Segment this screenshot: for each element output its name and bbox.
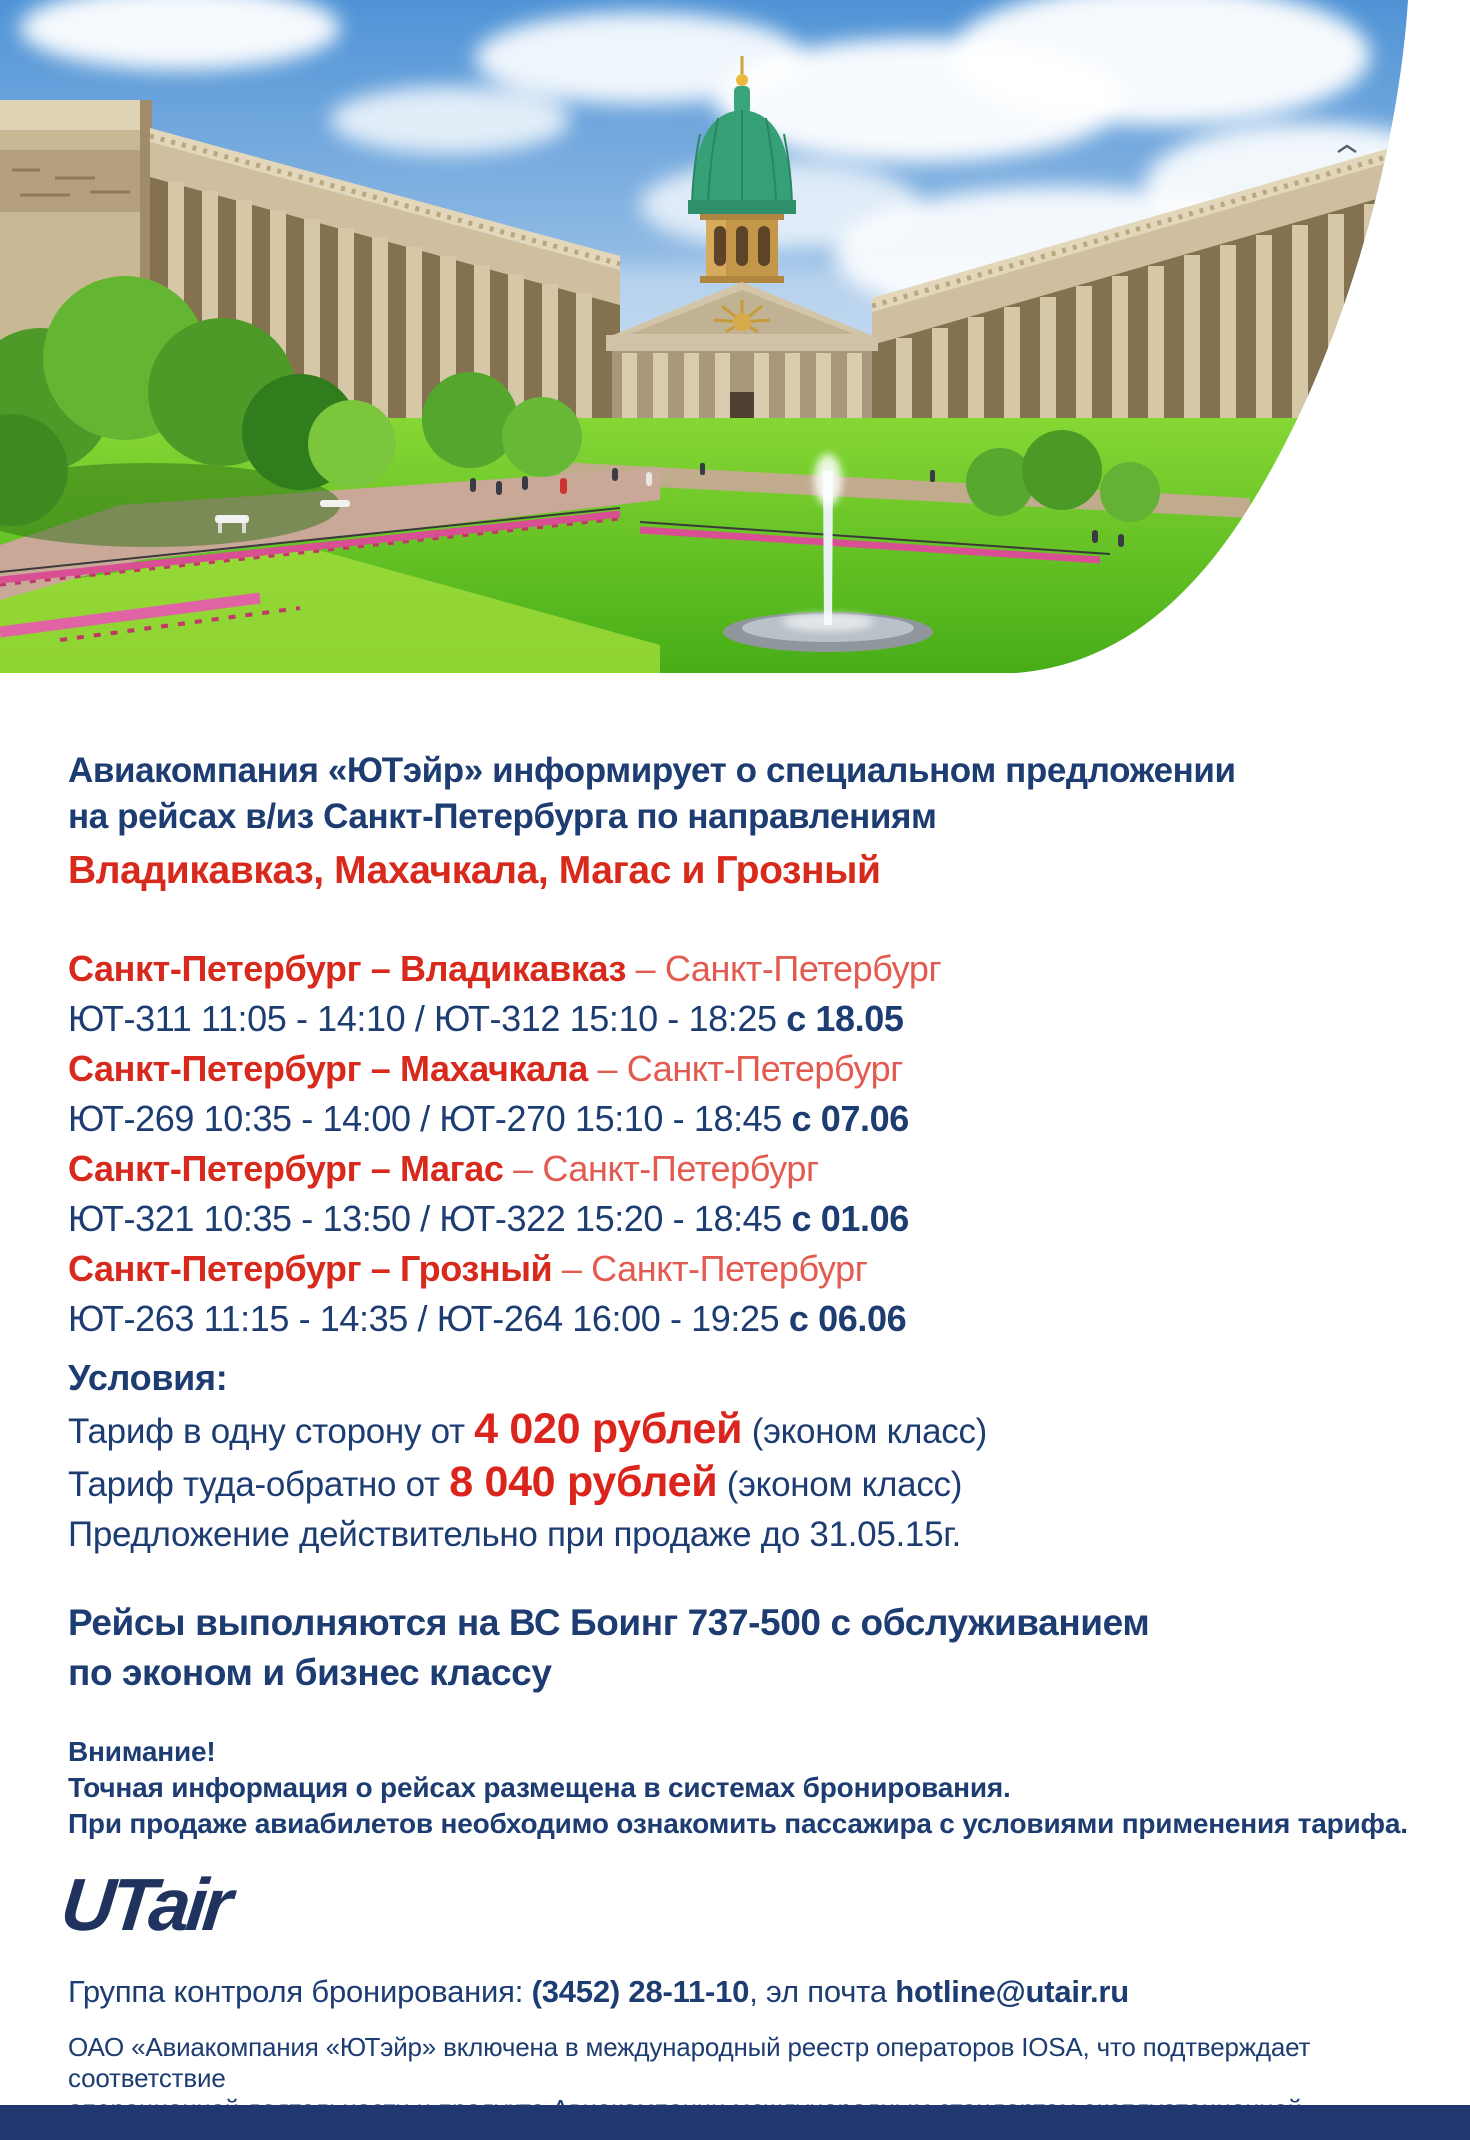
- offer-validity: Предложение действительно при продаже до 31.05.15г.: [68, 1515, 961, 1554]
- route-title: Санкт-Петербург – Владикавказ – Санкт-Петербург: [68, 948, 942, 989]
- flight-schedule: [68, 944, 941, 1344]
- attention-note: Внимание! Точная информация о рейсах размещена в системах бронирования. При продаже авиабилетов необходимо ознакомить пассажира с условиями применения тарифа.: [68, 1736, 1408, 1839]
- legal-note: ОАО «Авиакомпания «ЮТэйр» включена в международный реестр операторов IOSA, что подтверждает соответствие: [68, 2032, 1311, 2093]
- hero-photo: [0, 0, 1470, 675]
- svg-text:UTair: UTair: [62, 1864, 233, 1946]
- sale-start-date: с 07.06: [791, 1098, 909, 1139]
- flight-times: ЮТ-321 10:35 - 13:50 / ЮТ-322 15:20 - 18:45 с 01.06: [68, 1198, 909, 1239]
- sale-start-date: с 01.06: [791, 1198, 909, 1239]
- kazan-cathedral-illustration: [0, 0, 1470, 675]
- booking-contact: Группа контроля бронирования: (3452) 28-11-10, эл почта hotline@utair.ru: [68, 1974, 1129, 2009]
- intro-heading: [68, 748, 1236, 896]
- conditions-title: Условия:: [68, 1357, 228, 1398]
- aircraft-info: Рейсы выполняются на ВС Боинг 737-500 с обслуживанием по эконом и бизнес классу: [68, 1602, 1150, 1693]
- one-way-price: 4 020 рублей: [474, 1405, 743, 1453]
- tariff-round-trip: Тариф туда-обратно от 8 040 рублей (эконом класс): [68, 1458, 963, 1506]
- sale-start-date: с 06.06: [788, 1298, 907, 1339]
- intro-line-1: Авиакомпания «ЮТэйр» информирует о специальном предложении: [68, 751, 1236, 790]
- round-trip-price: 8 040 рублей: [449, 1458, 718, 1506]
- attention-title: Внимание!: [68, 1736, 216, 1767]
- route-title: Санкт-Петербург – Магас – Санкт-Петербург: [68, 1148, 819, 1189]
- tariff-one-way: Тариф в одну сторону от 4 020 рублей (эконом класс): [68, 1405, 988, 1453]
- utair-logo: [62, 1864, 332, 1955]
- flight-times: ЮТ-311 11:05 - 14:10 / ЮТ-312 15:10 - 18:25 с 18.05: [68, 998, 904, 1039]
- route-title: Санкт-Петербург – Грозный – Санкт-Петербург: [68, 1248, 868, 1289]
- route-title: Санкт-Петербург – Махачкала – Санкт-Петербург: [68, 1048, 904, 1089]
- contact-email: hotline@utair.ru: [895, 1974, 1129, 2009]
- conditions-section: [68, 1352, 987, 1560]
- bottom-brand-bar: [0, 2105, 1470, 2140]
- utair-logo-mark: [62, 1864, 332, 1950]
- sale-start-date: с 18.05: [786, 998, 904, 1039]
- intro-destinations: Владикавказ, Махачкала, Магас и Грозный: [68, 849, 881, 892]
- contact-phone: (3452) 28-11-10: [531, 1974, 750, 2009]
- intro-line-2: на рейсах в/из Санкт-Петербурга по направлениям: [68, 797, 937, 836]
- flight-times: ЮТ-269 10:35 - 14:00 / ЮТ-270 15:10 - 18:45 с 07.06: [68, 1098, 909, 1139]
- flight-times: ЮТ-263 11:15 - 14:35 / ЮТ-264 16:00 - 19:25 с 06.06: [68, 1298, 907, 1339]
